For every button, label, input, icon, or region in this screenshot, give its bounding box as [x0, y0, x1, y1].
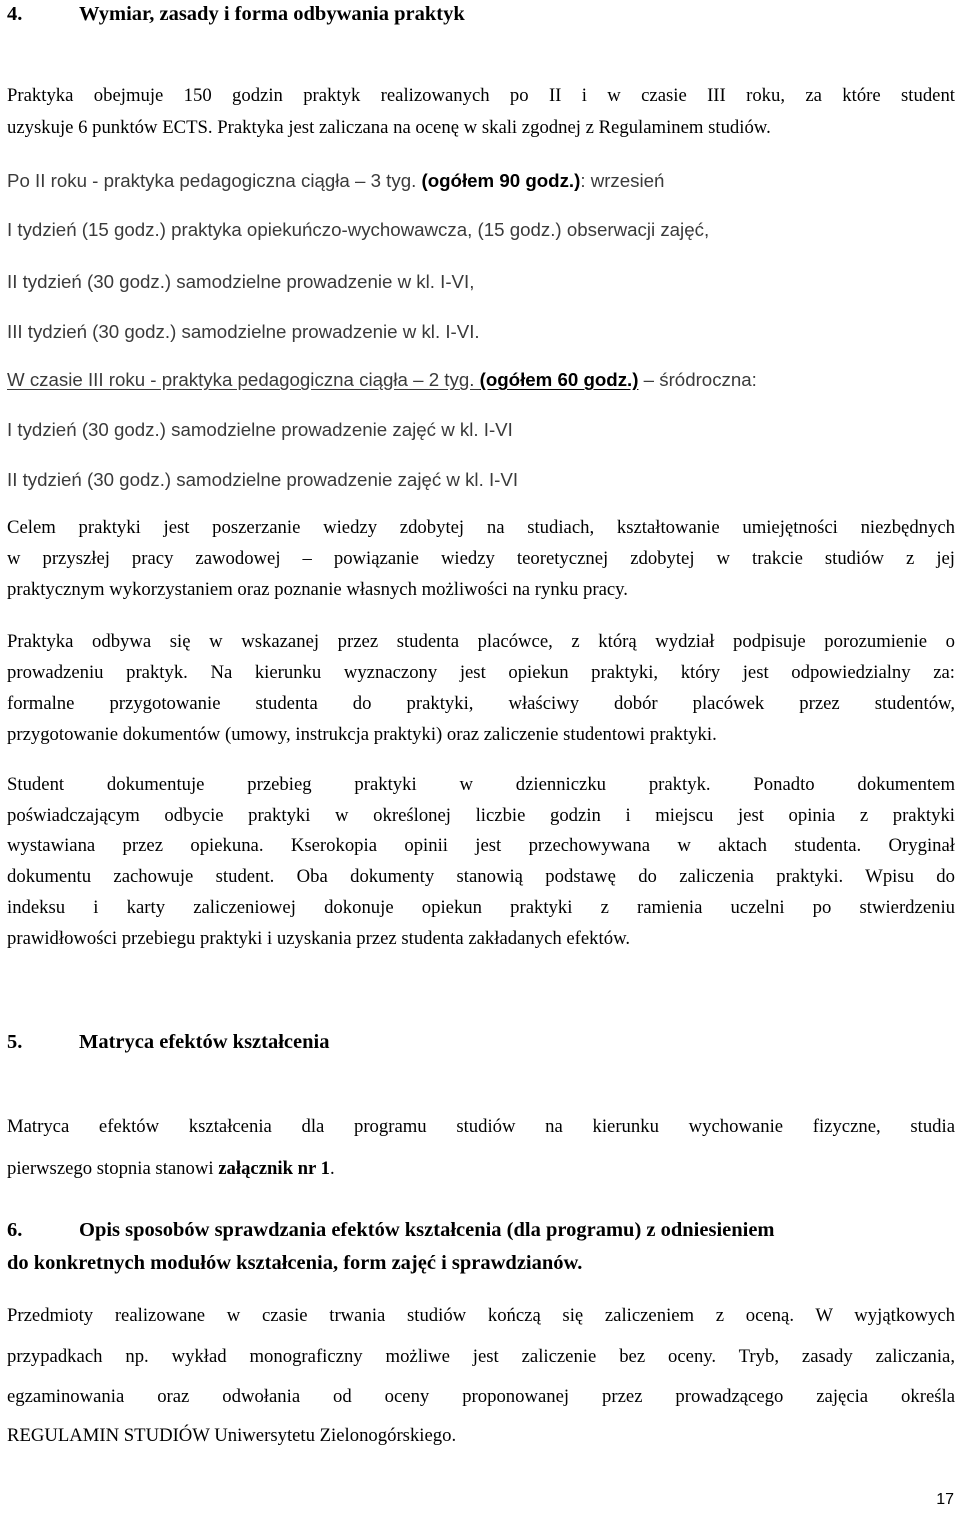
section-5-heading — [7, 1025, 329, 1059]
section-6-heading — [7, 1213, 775, 1247]
intro-line-2: uzyskuje 6 punktów ECTS. Praktyka jest zaliczana na ocenę w skali zgodnej z Regulaminem studiów. — [7, 117, 771, 138]
section-4-heading — [7, 0, 465, 31]
section-6-number: 6. — [7, 1219, 23, 1241]
place-line: formalne przygotowanie studenta do praktyki, właściwy dobór placówek przez studentów, — [7, 693, 955, 714]
docs-line: poświadczającym odbycie praktyki w określonej liczbie godzin i miejscu jest opinia z praktyki — [7, 805, 955, 826]
place-line: prowadzeniu praktyk. Na kierunku wyznaczony jest opiekun praktyki, który jest odpowiedzialny za: — [7, 662, 955, 683]
week-3-line: III tydzień (30 godz.) samodzielne prowadzenie w kl. I-VI. — [7, 321, 480, 342]
matrix-line-1: Matryca efektów kształcenia dla programu studiów na kierunku wychowanie fizyczne, studia — [7, 1116, 955, 1137]
after-year-2-hours: (ogółem 90 godz.) — [421, 170, 581, 191]
after-year-2-text: Po II roku - praktyka pedagogiczna ciągła – 3 tyg. — [7, 170, 422, 191]
section-5-title: Matryca efektów kształcenia — [79, 1031, 330, 1053]
week-2-line: II tydzień (30 godz.) samodzielne prowadzenie w kl. I-VI, — [7, 271, 475, 292]
matrix-line-2-text: pierwszego stopnia stanowi — [7, 1158, 219, 1179]
year-3-week-2-line: II tydzień (30 godz.) samodzielne prowadzenie zajęć w kl. I-VI — [7, 469, 519, 490]
during-year-3-line — [7, 368, 757, 392]
after-year-2-month: : wrzesień — [580, 170, 665, 191]
page-number: 17 — [936, 1491, 954, 1508]
week-1-line: I tydzień (15 godz.) praktyka opiekuńczo-wychowawcza, (15 godz.) obserwacji zajęć, — [7, 219, 710, 240]
goal-line: praktycznym wykorzystaniem oraz poznanie własnych możliwości na rynku pracy. — [7, 579, 628, 600]
docs-line: Student dokumentuje przebieg praktyki w dzienniczku praktyk. Ponadto dokumentem — [7, 774, 955, 795]
goal-line: Celem praktyki jest poszerzanie wiedzy zdobytej na studiach, kształtowanie umiejętności niezbędnych — [7, 517, 955, 538]
docs-line: wystawiana przez opiekuna. Kserokopia opinii jest przechowywana w aktach studenta. Oryginał — [7, 835, 955, 856]
section-6-title-line-2: do konkretnych modułów kształcenia, form zajęć i sprawdzianów. — [7, 1252, 583, 1274]
during-year-3-hours: (ogółem 60 godz.) — [479, 369, 639, 390]
matrix-line-2-end: . — [330, 1158, 335, 1179]
section-4-title: Wymiar, zasady i forma odbywania praktyk — [79, 3, 465, 25]
place-line: Praktyka odbywa się w wskazanej przez studenta placówce, z którą wydział podpisuje porozumienie o — [7, 631, 955, 652]
matrix-line-2 — [7, 1157, 335, 1181]
attachment-label: załącznik nr 1 — [218, 1158, 331, 1179]
docs-line: indeksu i karty zaliczeniowej dokonuje opiekun praktyki z ramienia uczelni po stwierdzeniu — [7, 897, 955, 918]
docs-line: dokumentu zachowuje student. Oba dokumenty stanowią podstawę do zaliczenia praktyki. Wpisu do — [7, 866, 955, 887]
assessment-last-line: REGULAMIN STUDIÓW Uniwersytetu Zielonogórskiego. — [7, 1425, 457, 1446]
intro-line-1: Praktyka obejmuje 150 godzin praktyk realizowanych po II i w czasie III roku, za które student — [7, 85, 955, 106]
assessment-line: przypadkach np. wykład monograficzny możliwe jest zaliczenie bez oceny. Tryb, zasady zaliczania, — [7, 1346, 955, 1367]
section-5-number: 5. — [7, 1031, 23, 1053]
year-3-week-1-line: I tydzień (30 godz.) samodzielne prowadzenie zajęć w kl. I-VI — [7, 419, 513, 440]
section-4-number: 4. — [7, 3, 23, 25]
goal-line: w przyszłej pracy zawodowej – powiązanie wiedzy teoretycznej zdobytej w trakcie studiów z jej — [7, 548, 955, 569]
section-6-title-line-1: Opis sposobów sprawdzania efektów kształcenia (dla programu) z odniesieniem — [79, 1219, 775, 1241]
assessment-line: Przedmioty realizowane w czasie trwania studiów kończą się zaliczeniem z oceną. W wyjątkowych — [7, 1305, 955, 1326]
after-year-2-line — [7, 169, 664, 193]
docs-line: prawidłowości przebiegu praktyki i uzyskania przez studenta zakładanych efektów. — [7, 928, 631, 949]
assessment-line: egzaminowania oraz odwołania od oceny proponowanej przez prowadzącego zajęcia określa — [7, 1386, 955, 1407]
place-line: przygotowanie dokumentów (umowy, instrukcja praktyki) oraz zaliczenie studentowi praktyki. — [7, 724, 717, 745]
during-year-3-mode: – śródroczna: — [638, 369, 757, 390]
during-year-3-text: W czasie III roku - praktyka pedagogiczna ciągła – 2 tyg. — [7, 369, 480, 390]
